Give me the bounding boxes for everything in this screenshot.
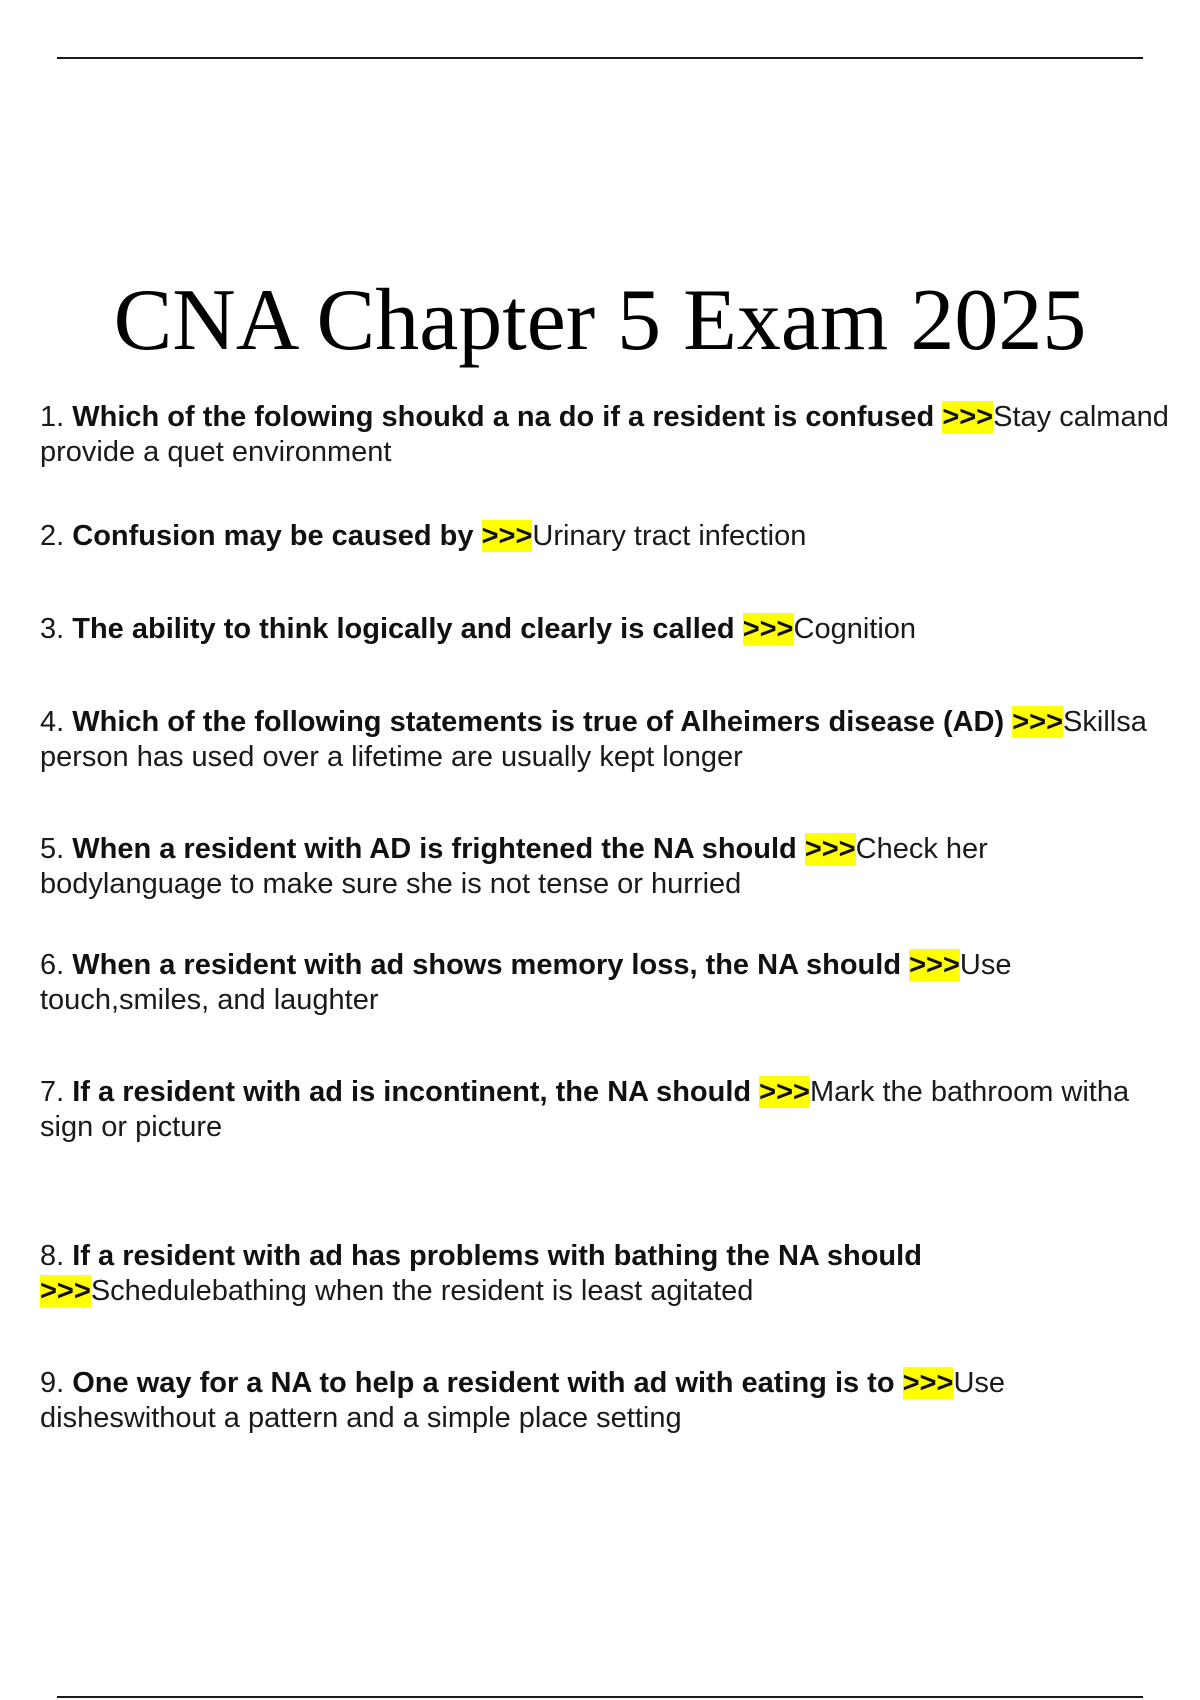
question-text: Which of the following statements is true of Alheimers disease (AD) [72, 706, 1005, 738]
item-number: 5. [40, 833, 73, 865]
qa-item-6 [40, 948, 1170, 1018]
answer-text: Cognition [793, 613, 917, 645]
answer-text: Skillsa person has used over a lifetime are usually kept longer [40, 706, 1147, 773]
page-title: CNA Chapter 5 Exam 2025 [113, 271, 1087, 369]
question-text: If a resident with ad is incontinent, the NA should [72, 1076, 752, 1108]
question-text: Confusion may be caused by [72, 520, 474, 552]
question-text: One way for a NA to help a resident with ad with eating is to [72, 1367, 895, 1399]
top-rule [57, 57, 1143, 59]
qa-item-7 [40, 1075, 1170, 1145]
question-text: The ability to think logically and clearly is called [72, 613, 735, 645]
answer-text: Mark the bathroom witha sign or picture [40, 1076, 1130, 1143]
answer-marker: >>> [804, 833, 856, 865]
qa-item-5 [40, 832, 1170, 902]
item-number: 6. [40, 949, 73, 981]
item-number: 7. [40, 1076, 73, 1108]
answer-marker: >>> [902, 1367, 954, 1399]
qa-item-9 [40, 1366, 1170, 1436]
qa-item-2 [40, 519, 1170, 554]
answer-text: Urinary tract infection [532, 520, 807, 552]
answer-marker: >>> [909, 949, 960, 981]
answer-marker: >>> [40, 1275, 91, 1307]
qa-item-1 [40, 400, 1170, 470]
bottom-rule [57, 1696, 1143, 1698]
answer-marker: >>> [759, 1076, 810, 1108]
answer-text: Stay calmand provide a quet environment [40, 401, 1169, 468]
item-number: 3. [40, 613, 73, 645]
answer-marker: >>> [1012, 706, 1064, 738]
answer-marker: >>> [742, 613, 794, 645]
question-text: When a resident with AD is frightened the NA should [72, 833, 797, 865]
qa-item-3 [40, 612, 1170, 647]
answer-text: Use disheswithout a pattern and a simple place setting [40, 1367, 1006, 1434]
answer-text: Use touch,smiles, and laughter [40, 949, 1012, 1016]
question-text: If a resident with ad has problems with bathing the NA should [72, 1240, 922, 1272]
item-number: 1. [40, 401, 73, 433]
item-number: 4. [40, 706, 73, 738]
item-number: 2. [40, 520, 73, 552]
qa-item-8 [40, 1239, 1170, 1309]
answer-text: Schedulebathing when the resident is least agitated [90, 1275, 754, 1307]
question-text: Which of the folowing shoukd a na do if a resident is confused [72, 401, 935, 433]
answer-text: Check her bodylanguage to make sure she is not tense or hurried [40, 833, 988, 900]
answer-marker: >>> [481, 520, 533, 552]
answer-marker: >>> [942, 401, 994, 433]
qa-item-4 [40, 705, 1170, 775]
question-text: When a resident with ad shows memory loss, the NA should [72, 949, 902, 981]
item-number: 8. [40, 1240, 73, 1272]
item-number: 9. [40, 1367, 73, 1399]
